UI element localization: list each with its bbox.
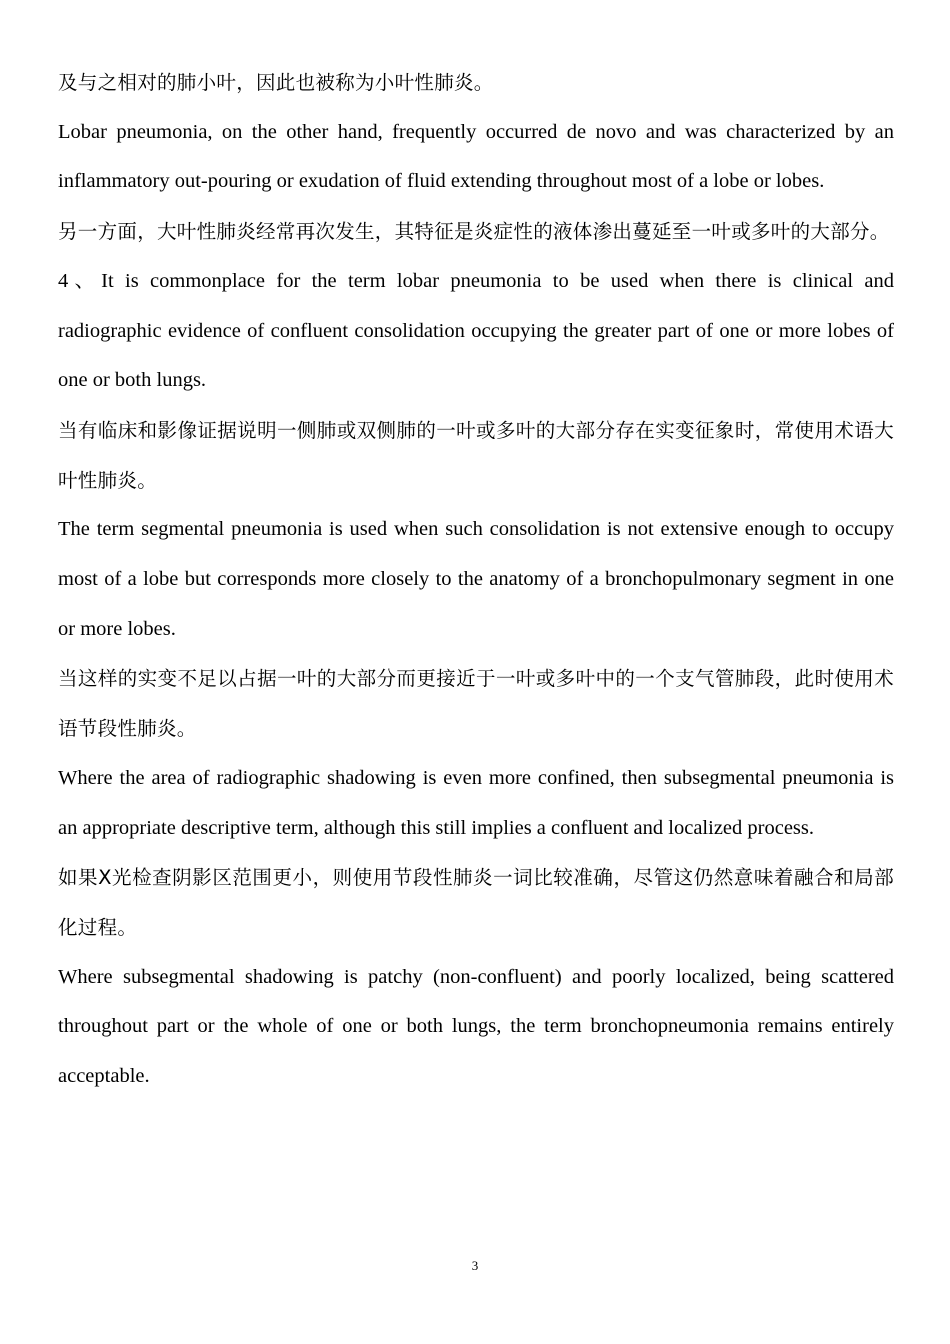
paragraph-zh-1: 及与之相对的肺小叶，因此也被称为小叶性肺炎。 [58,71,494,94]
paragraph-en-3: The term segmental pneumonia is used when such consolidation is not extensive enough to occupy most of a lobe but corresponds more closely to the anatomy of a bronchopulmonary segment in one or more lobes. [58,518,894,640]
paragraph-en-4: Where the area of radiographic shadowing is even more confined, then subsegmental pneumonia is an appropriate descriptive term, although this still implies a confluent and localized process. [58,766,894,839]
paragraph-en-2: 4、It is commonplace for the term lobar pneumonia to be used when there is clinical and radiographic evidence of confluent consolidation occupying the greater part of one or more lobes of one or both lungs. [58,269,894,392]
page-number: 3 [471,1258,479,1273]
paragraph-zh-5: 如果X光检查阴影区范围更小，则使用节段性肺炎一词比较准确，尽管这仍然意味着融合和局部化过程。 [58,866,894,939]
paragraph-en-5: Where subsegmental shadowing is patchy (non-confluent) and poorly localized, being scattered throughout part or the whole of one or both lungs, the term bronchopneumonia remains entirely acceptable. [58,965,894,1088]
document-body [58,58,894,1102]
paragraph-zh-4: 当这样的实变不足以占据一叶的大部分而更接近于一叶或多叶中的一个支气管肺段，此时使用术语节段性肺炎。 [58,667,894,741]
paragraph-zh-3: 当有临床和影像证据说明一侧肺或双侧肺的一叶或多叶的大部分存在实变征象时，常使用术语大叶性肺炎。 [58,418,894,492]
paragraph-zh-2: 另一方面，大叶性肺炎经常再次发生，其特征是炎症性的液体渗出蔓延至一叶或多叶的大部分。 [58,220,890,244]
paragraph-en-1: Lobar pneumonia, on the other hand, frequently occurred de novo and was characterized by an inflammatory out-pouring or exudation of fluid extending throughout most of a lobe or lobes. [58,120,894,193]
